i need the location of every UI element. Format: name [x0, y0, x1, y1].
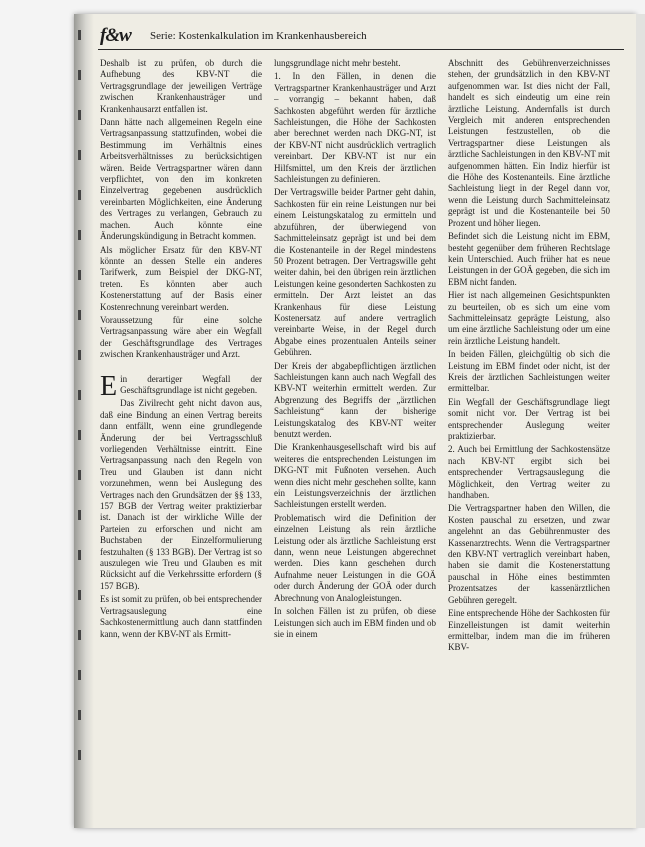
paragraph: Eine entsprechende Höhe der Sachkosten für Einzelleistungen ist damit weiterhin ermittelbar, indem man die im früheren KBV-	[448, 608, 610, 653]
binding-marks	[76, 30, 84, 810]
paragraph: Dann hätte nach allgemeinen Regeln eine Vertragsanpassung stattzufinden, wobei die Bestimmung im Verhältnis eines Arbeitsverhältnisses zu berücksichtigen wären. Beide Vertragspartner wären dann verpflichtet, von den im konkreten Einzelvertrag gegebenen ausdrücklich vereinbarten Möglichkeiten, eine Änderung des Vertrages zu verlangen, Gebrauch zu machen. Auch könnte eine Änderungskündigung in Betracht kommen.	[100, 117, 262, 242]
text-column-3	[448, 58, 610, 818]
paragraph: Voraussetzung für eine solche Vertragsanpassung wäre aber ein Wegfall der Geschäftsgrundlage des Vertrages zwischen Krankenhausträger und Arzt.	[100, 314, 262, 360]
scan-margin	[636, 14, 645, 828]
publication-logo: f&w	[100, 25, 131, 46]
page-header	[98, 23, 624, 50]
paragraph: Als möglicher Ersatz für den KBV-NT könnte an dessen Stelle ein anderes Tarifwerk, zum Beispiel der DKG-NT, treten. Es könnten aber auch Kostenerstattung auf der Basis einer Kostenrechnung vereinbart werden.	[100, 244, 262, 312]
paragraph: 1. In den Fällen, in denen die Vertragspartner Krankenhausträger und Arzt – vorrangig – bekannt haben, daß Sachkosten abgeführt werden für ärztliche Sachleistungen, die Höhe der Sachkosten aber berechnet werden nach DKG-NT, ist der KBV-NT nicht ausdrücklich vertraglich vereinbart. Der KBV-NT ist nur ein Hilfsmittel, um den Kreis der ärztlichen Sachleistungen zu definieren.	[274, 71, 436, 185]
paragraph: Hier ist nach allgemeinen Gesichtspunkten zu beurteilen, ob es sich um eine vom Sachmitteleinsatz geprägte Leistung, also um eine ärztliche Sachleistung oder um eine rein ärztliche Leistung handelt.	[448, 290, 610, 346]
paragraph: Die Krankenhausgesellschaft wird bis auf weiteres die entsprechenden Leistungen im DKG-NT mit Fußnoten versehen. Auch wenn dies nicht mehr geschehen sollte, kann ein Leistungsverzeichnis der ärztlichen Sachleistungen erstellt werden.	[274, 442, 436, 510]
paragraph: Es ist somit zu prüfen, ob bei entsprechender Vertragsauslegung eine Sachkostenermittlung auch dann stattfinden kann, wenn der KBV-NT als Ermitt-	[100, 594, 262, 639]
scanned-page	[74, 14, 636, 828]
paragraph: Ein Wegfall der Geschäftsgrundlage liegt somit nicht vor. Der Vertrag ist bei entsprechender Auslegung weiter praktizierbar.	[448, 396, 610, 441]
paragraph: Abschnitt des Gebührenverzeichnisses stehen, der grundsätzlich in den KBV-NT aufgenommen war. Ist dies nicht der Fall, handelt es sich eindeutig um eine rein ärztliche Leistung. Andernfalls ist durch Vergleich mit anderen entsprechenden Leistungen festzustellen, ob die Vertragspartner diese Leistungen als ärztliche Sachleistungen in den KBV-NT mit aufgenommen hätten. Ein Indiz hierfür ist die Höhe des Kostenanteils. Eine ärztliche Sachleistung liegt in der Regel dann vor, wenn die Leistung durch Sachmitteleinsatz geprägt ist und die Kostenanteile bei 50 Prozent und höher liegen.	[448, 58, 610, 228]
paragraph: In solchen Fällen ist zu prüfen, ob diese Leistungen sich auch im EBM finden und ob sie in einem	[274, 606, 436, 639]
paragraph-text: in derartiger Wegfall der Geschäftsgrundlage ist nicht gegeben.	[120, 373, 262, 395]
paragraph: In beiden Fällen, gleichgültig ob sich die Leistung im EBM findet oder nicht, ist der Kreis der ärztlichen Sachleistungen weiter ermittelbar.	[448, 349, 610, 394]
paragraph: Das Zivilrecht geht nicht davon aus, daß eine Bindung an einen Vertrag bereits dann entfällt, wenn eine grundlegende Änderung der bei Vertragsschluß vorliegenden Verhältnisse eintritt. Eine Vertragsanpassung nach den Regeln von Treu und Glauben ist dann nicht vorzunehmen, wenn bei Auslegung des Vertrages nach den Grundsätzen der §§ 133, 157 BGB der Vertrag weiter praktizierbar ist. Danach ist der wirkliche Wille der Parteien zu erforschen und nicht am Buchstaben der Einzelformulierung festzuhalten (§ 133 BGB). Der Vertrag ist so auszulegen wie Treu und Glauben es mit Rücksicht auf die Verkehrssitte erfordern (§ 157 BGB).	[100, 398, 262, 591]
paragraph: lungsgrundlage nicht mehr besteht.	[274, 58, 401, 68]
paragraph: Der Vertragswille beider Partner geht dahin, Sachkosten für ein reine Leistungen nur bei einem Leistungskatalog zu ermitteln und abzuführen, der überwiegend von Sachmitteleinsatz geprägt ist und bei dem die Kostenanteile in der Regel mindestens 50 Prozent betragen. Der Vertragswille geht weiter dahin, bei den übrigen rein ärztlichen Leistungen keine gesonderten Sachkosten zu ermitteln. Der Arzt leistet an das Krankenhaus für diese Leistung Kostenersatz auf andere vertraglich vereinbarte Weise, in der Regel durch Abgabe eines prozentualen Anteils seiner Gebühren.	[274, 187, 436, 358]
text-column-2	[274, 58, 436, 808]
drop-cap: E	[100, 370, 118, 402]
running-title: Serie: Kostenkalkulation im Krankenhausbereich	[150, 30, 367, 42]
paragraph: Die Vertragspartner haben den Willen, die Kosten pauschal zu ersetzen, und zwar angelehnt an das Gebührenmuster des Kassenarztrechts. Wenn die Vertragspartner den KBV-NT vertraglich vereinbart haben, haben sie damit die Kostenerstattung pauschal in Höhe eines bestimmten Prozentsatzes der kassenärztlichen Gebühren geregelt.	[448, 503, 610, 605]
paragraph: Befindet sich die Leistung nicht im EBM, besteht gegenüber dem früheren Rechtslage kein Unterschied. Auch früher hat es neue Leistungen in der GOÄ gegeben, die sich im EBM nicht fanden.	[448, 231, 610, 287]
paragraph: 2. Auch bei Ermittlung der Sachkostensätze nach KBV-NT ergibt sich bei entsprechender Vertragsauslegung die Möglichkeit, den Vertrag weiter zu handhaben.	[448, 444, 610, 501]
paragraph: Deshalb ist zu prüfen, ob durch die Aufhebung des KBV-NT die Vertragsgrundlage der jeweiligen Verträge zwischen Krankenhausträger und Krankenhausarzt entfallen ist.	[100, 58, 262, 114]
section-opening	[100, 370, 262, 402]
paragraph: Problematisch wird die Definition der einzelnen Leistung als rein ärztliche Leistung oder als ärztliche Sachleistung erst dann, wenn neue Leistungen abgerechnet werden. Dies kann geschehen durch Aufnahme neuer Leistungen in die GOÄ oder durch Änderung der GOÄ oder durch Abrechnung von Analogleistungen.	[274, 512, 436, 603]
text-column-1	[100, 58, 262, 808]
paragraph: Der Kreis der abgabepflichtigen ärztlichen Sachleistungen kann auch nach Wegfall des KBV-NT weiterhin ermittelt werden. Zur Abgrenzung des Begriffs der „ärztlichen Sachleistung“ kann der bisherige Leistungskatalog des KBV-NT weiter benutzt werden.	[274, 360, 436, 439]
